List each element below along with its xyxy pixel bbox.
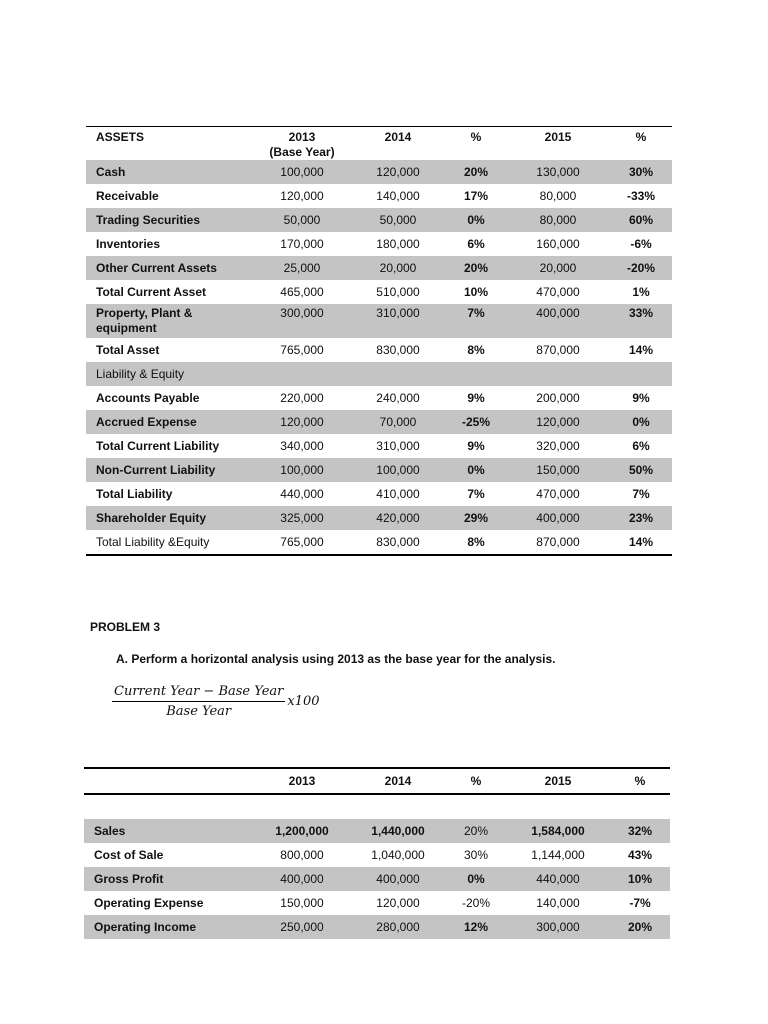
cell-2015: 1,144,000 (506, 843, 610, 867)
cell-2014: 20,000 (350, 256, 446, 280)
income-statement-header (84, 768, 670, 794)
cell-2014: 70,000 (350, 410, 446, 434)
cell-2013: 120,000 (254, 410, 350, 434)
cell-2014: 1,440,000 (350, 819, 446, 843)
balance-sheet-table (86, 126, 672, 556)
cell-2015: 80,000 (506, 208, 610, 232)
cell-pct-2015: 30% (610, 160, 672, 184)
problem-title: PROBLEM 3 (90, 620, 161, 634)
cell-pct-2014: 0% (446, 208, 506, 232)
cell-pct-2014: 29% (446, 506, 506, 530)
cell-pct-2014: 6% (446, 232, 506, 256)
cell-2013: 50,000 (254, 208, 350, 232)
cell-pct-2014: 30% (446, 843, 506, 867)
header-pct-2014: % (446, 768, 506, 794)
cell-2014: 280,000 (350, 915, 446, 939)
cell-2015: 440,000 (506, 867, 610, 891)
section-label: Liability & Equity (86, 362, 254, 386)
cell-pct-2014: 8% (446, 338, 506, 362)
cell-2015: 150,000 (506, 458, 610, 482)
spacer-row (84, 794, 670, 819)
cell-2015: 160,000 (506, 232, 610, 256)
table-row (84, 819, 670, 843)
cell-pct-2014 (446, 362, 506, 386)
cell-2013: 340,000 (254, 434, 350, 458)
header-pct-2015: % (635, 130, 647, 144)
row-label: Trading Securities (86, 208, 254, 232)
header-2013: 2013 (254, 768, 350, 794)
cell-2013: 25,000 (254, 256, 350, 280)
table-row (84, 843, 670, 867)
cell-2013: 440,000 (254, 482, 350, 506)
cell-2013: 800,000 (254, 843, 350, 867)
table-row (86, 530, 672, 555)
cell-2013: 300,000 (254, 304, 350, 338)
income-statement-table (84, 767, 670, 939)
table-row (86, 208, 672, 232)
cell-pct-2014: 0% (446, 458, 506, 482)
cell-2014: 180,000 (350, 232, 446, 256)
header-2014: 2014 (350, 768, 446, 794)
cell-2014: 50,000 (350, 208, 446, 232)
cell-pct-2015: 9% (610, 386, 672, 410)
table-row (86, 256, 672, 280)
cell-2015: 470,000 (506, 280, 610, 304)
cell-2013: 120,000 (254, 184, 350, 208)
cell-2013 (254, 362, 350, 386)
cell-2013: 150,000 (254, 891, 350, 915)
cell-2015: 140,000 (506, 891, 610, 915)
cell-pct-2014: 9% (446, 434, 506, 458)
cell-2013: 465,000 (254, 280, 350, 304)
cell-pct-2014: 20% (446, 160, 506, 184)
header-2013 (254, 127, 350, 161)
formula-fraction (112, 684, 285, 719)
cell-pct-2015 (610, 362, 672, 386)
cell-2013: 170,000 (254, 232, 350, 256)
cell-2013: 1,200,000 (254, 819, 350, 843)
formula-multiplier: x100 (287, 694, 320, 709)
row-label: Sales (84, 819, 254, 843)
problem-instruction: A. Perform a horizontal analysis using 2013 as the base year for the analysis. (116, 652, 556, 666)
cell-pct-2014: 20% (446, 256, 506, 280)
cell-2014: 830,000 (350, 338, 446, 362)
cell-2014: 400,000 (350, 867, 446, 891)
header-2015: 2015 (544, 130, 572, 144)
cell-pct-2015: -7% (610, 891, 670, 915)
header-base-year: (Base Year) (269, 145, 335, 159)
header-2015: 2015 (506, 768, 610, 794)
cell-2015: 1,584,000 (506, 819, 610, 843)
cell-2014 (350, 362, 446, 386)
cell-pct-2014: 17% (446, 184, 506, 208)
cell-pct-2015: 23% (610, 506, 672, 530)
row-label: Operating Expense (84, 891, 254, 915)
cell-pct-2015: 14% (610, 338, 672, 362)
table-row (86, 160, 672, 184)
balance-sheet-header (86, 127, 672, 161)
cell-2015: 300,000 (506, 915, 610, 939)
cell-pct-2014: 10% (446, 280, 506, 304)
cell-pct-2014: 12% (446, 915, 506, 939)
cell-pct-2014: 7% (446, 304, 506, 338)
cell-pct-2014: 8% (446, 530, 506, 555)
header-2013-year: 2013 (288, 130, 316, 144)
table-row (86, 338, 672, 362)
cell-2013: 765,000 (254, 530, 350, 555)
table-row (86, 184, 672, 208)
header-assets: ASSETS (96, 130, 145, 144)
cell-pct-2015: 7% (610, 482, 672, 506)
cell-2015 (506, 362, 610, 386)
cell-2015: 20,000 (506, 256, 610, 280)
cell-2013: 400,000 (254, 867, 350, 891)
cell-pct-2014: 7% (446, 482, 506, 506)
header-pct-2014: % (470, 130, 482, 144)
row-label: Total Liability &Equity (86, 530, 254, 555)
cell-2014: 140,000 (350, 184, 446, 208)
formula-denominator: Base Year (166, 704, 232, 719)
cell-2014: 100,000 (350, 458, 446, 482)
cell-pct-2014: -20% (446, 891, 506, 915)
cell-2015: 870,000 (506, 530, 610, 555)
cell-2015: 130,000 (506, 160, 610, 184)
cell-2014: 510,000 (350, 280, 446, 304)
cell-pct-2015: 20% (610, 915, 670, 939)
formula-numerator: Current Year − Base Year (112, 684, 285, 702)
row-label: Non-Current Liability (86, 458, 254, 482)
section-row-liability-equity (86, 362, 672, 386)
cell-pct-2014: 9% (446, 386, 506, 410)
cell-2014: 310,000 (350, 434, 446, 458)
row-label: Total Current Asset (86, 280, 254, 304)
cell-pct-2015: 50% (610, 458, 672, 482)
spacer-cell (84, 794, 670, 819)
cell-pct-2014: 0% (446, 867, 506, 891)
table-row (86, 232, 672, 256)
cell-pct-2015: 32% (610, 819, 670, 843)
cell-2014: 410,000 (350, 482, 446, 506)
cell-pct-2015: 33% (610, 304, 672, 338)
cell-2015: 870,000 (506, 338, 610, 362)
table-row (86, 506, 672, 530)
row-label: Total Liability (86, 482, 254, 506)
cell-pct-2015: -33% (610, 184, 672, 208)
table-row (86, 410, 672, 434)
cell-2013: 250,000 (254, 915, 350, 939)
cell-pct-2015: 60% (610, 208, 672, 232)
cell-pct-2015: 10% (610, 867, 670, 891)
cell-2014: 240,000 (350, 386, 446, 410)
cell-2013: 325,000 (254, 506, 350, 530)
header-2014: 2014 (384, 130, 412, 144)
cell-pct-2015: 43% (610, 843, 670, 867)
row-label: Operating Income (84, 915, 254, 939)
row-label: Total Current Liability (86, 434, 254, 458)
cell-2015: 200,000 (506, 386, 610, 410)
row-label: Property, Plant & equipment (86, 304, 254, 338)
table-row (86, 280, 672, 304)
row-label: Cash (86, 160, 254, 184)
cell-pct-2014: 20% (446, 819, 506, 843)
table-row (84, 891, 670, 915)
table-row (86, 434, 672, 458)
row-label: Receivable (86, 184, 254, 208)
row-label: Total Asset (86, 338, 254, 362)
cell-2013: 765,000 (254, 338, 350, 362)
table-row (86, 482, 672, 506)
table-row (86, 386, 672, 410)
cell-2013: 100,000 (254, 160, 350, 184)
cell-2014: 120,000 (350, 891, 446, 915)
cell-2015: 80,000 (506, 184, 610, 208)
row-label: Accrued Expense (86, 410, 254, 434)
row-label: Cost of Sale (84, 843, 254, 867)
row-label: Accounts Payable (86, 386, 254, 410)
table-row (84, 915, 670, 939)
cell-2014: 1,040,000 (350, 843, 446, 867)
header-pct-2015: % (610, 768, 670, 794)
cell-2013: 100,000 (254, 458, 350, 482)
cell-pct-2014: -25% (446, 410, 506, 434)
row-label: Shareholder Equity (86, 506, 254, 530)
table-row (86, 458, 672, 482)
cell-2015: 120,000 (506, 410, 610, 434)
cell-2015: 400,000 (506, 506, 610, 530)
cell-2014: 310,000 (350, 304, 446, 338)
cell-2015: 320,000 (506, 434, 610, 458)
cell-2013: 220,000 (254, 386, 350, 410)
row-label: Gross Profit (84, 867, 254, 891)
row-label: Inventories (86, 232, 254, 256)
table-row (86, 304, 672, 338)
row-label: Other Current Assets (86, 256, 254, 280)
cell-2014: 120,000 (350, 160, 446, 184)
cell-pct-2015: 1% (610, 280, 672, 304)
cell-pct-2015: 0% (610, 410, 672, 434)
cell-pct-2015: 6% (610, 434, 672, 458)
cell-pct-2015: 14% (610, 530, 672, 555)
cell-2014: 830,000 (350, 530, 446, 555)
cell-2015: 470,000 (506, 482, 610, 506)
cell-pct-2015: -20% (610, 256, 672, 280)
horizontal-analysis-formula (112, 684, 320, 719)
cell-2015: 400,000 (506, 304, 610, 338)
cell-2014: 420,000 (350, 506, 446, 530)
cell-pct-2015: -6% (610, 232, 672, 256)
header-blank (84, 768, 254, 794)
table-row (84, 867, 670, 891)
